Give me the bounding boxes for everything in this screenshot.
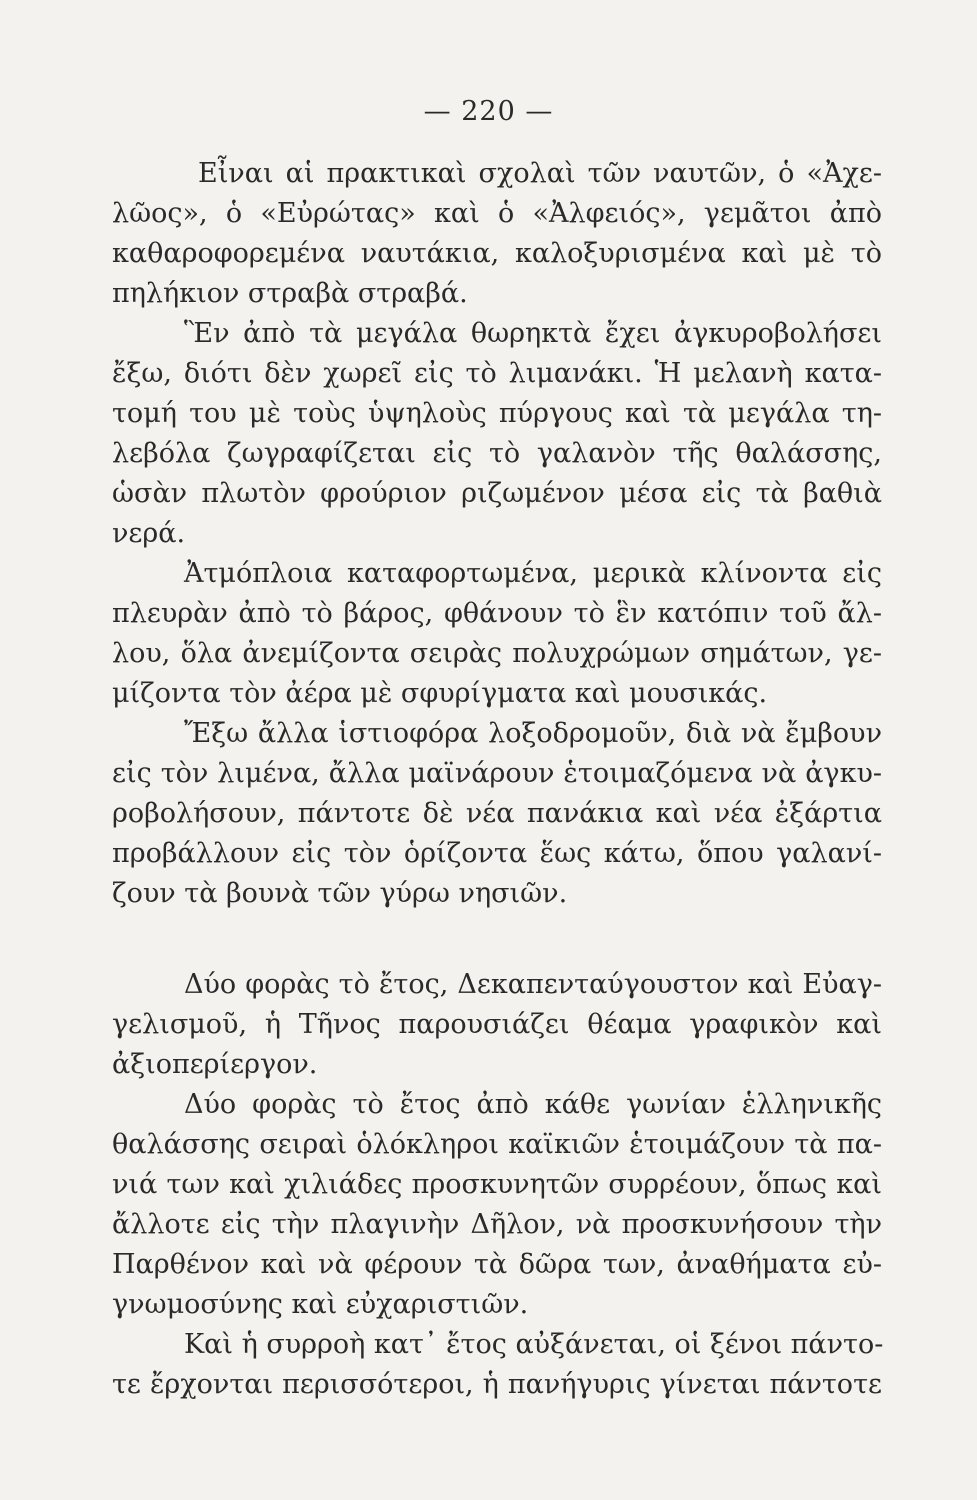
text-line: θαλάσσης σειραὶ ὁλόκληροι καϊκιῶν ἑτοιμάζουν τὰ πα- [112,1129,882,1160]
text-line: Δύο φορὰς τὸ ἔτος, Δεκαπενταύγουστον καὶ Εὐαγ- [184,969,882,1000]
text-line: Ἓν ἀπὸ τὰ μεγάλα θωρηκτὰ ἔχει ἀγκυροβολήσει [184,318,882,349]
text-line: λῶος», ὁ «Εὐρώτας» καὶ ὁ «Ἀλφειός», γεμᾶτοι ἀπὸ [112,198,882,229]
text-line: Καὶ ἡ συρροὴ κατ᾽ ἔτος αὐξάνεται, οἱ ξένοι πάντο- [184,1329,884,1360]
text-line: πηλήκιον στραβὰ στραβά. [112,278,468,309]
text-line: προβάλλουν εἰς τὸν ὁρίζοντα ἕως κάτω, ὅπου γαλανί- [112,838,882,869]
text-line: τομή του μὲ τοὺς ὑψηλοὺς πύργους καὶ τὰ μεγάλα τη- [112,398,882,429]
text-line: ἀξιοπερίεργον. [112,1049,318,1080]
text-line: γελισμοῦ, ἡ Τῆνος παρουσιάζει θέαμα γραφικὸν καὶ [112,1009,882,1040]
text-line: Εἶναι αἱ πρακτικαὶ σχολαὶ τῶν ναυτῶν, ὁ «Ἀχε- [198,158,882,189]
text-line: νιά των καὶ χιλιάδες προσκυνητῶν συρρέουν, ὅπως καὶ [112,1169,882,1200]
text-line: ὡσὰν πλωτὸν φρούριον ριζωμένον μέσα εἰς τὰ βαθιὰ [112,478,882,509]
text-line: νερά. [112,518,186,549]
text-line: εἰς τὸν λιμένα, ἄλλα μαϊνάρουν ἑτοιμαζόμενα νὰ ἀγκυ- [112,758,882,789]
page-number: — 220 — [423,96,554,127]
text-line: λεβόλα ζωγραφίζεται εἰς τὸ γαλανὸν τῆς θαλάσσης, [112,438,882,469]
text-line: Ἔξω ἄλλα ἱστιοφόρα λοξοδρομοῦν, διὰ νὰ ἔμβουν [184,718,882,749]
text-line: Παρθένον καὶ νὰ φέρουν τὰ δῶρα των, ἀναθήματα εὐ- [112,1249,882,1280]
text-line: ἄλλοτε εἰς τὴν πλαγινὴν Δῆλον, νὰ προσκυνήσουν τὴν [112,1209,882,1240]
text-line: Ἀτμόπλοια καταφορτωμένα, μερικὰ κλίνοντα εἰς [184,558,882,589]
text-line: γνωμοσύνης καὶ εὐχαριστιῶν. [112,1289,529,1320]
text-line: μίζοντα τὸν ἀέρα μὲ σφυρίγματα καὶ μουσικάς. [112,678,768,709]
text-line: ροβολήσουν, πάντοτε δὲ νέα πανάκια καὶ νέα ἐξάρτια [112,798,882,829]
section-harbor-ships [112,154,882,914]
text-line: ζουν τὰ βουνὰ τῶν γύρω νησιῶν. [112,878,568,909]
section-tinos-pilgrimage [112,965,882,1405]
text-line: ἔξω, διότι δὲν χωρεῖ εἰς τὸ λιμανάκι. Ἡ μελανὴ κατα- [112,358,882,389]
text-line: Δύο φορὰς τὸ ἔτος ἀπὸ κάθε γωνίαν ἑλληνικῆς [184,1089,882,1120]
text-line: πλευρὰν ἀπὸ τὸ βάρος, φθάνουν τὸ ἓν κατόπιν τοῦ ἄλ- [112,598,882,629]
text-line: τε ἔρχονται περισσότεροι, ἡ πανήγυρις γίνεται πάντοτε [112,1369,882,1400]
text-line: καθαροφορεμένα ναυτάκια, καλοξυρισμένα καὶ μὲ τὸ [112,238,882,269]
text-line: λου, ὅλα ἀνεμίζοντα σειρὰς πολυχρώμων σημάτων, γε- [112,638,882,669]
